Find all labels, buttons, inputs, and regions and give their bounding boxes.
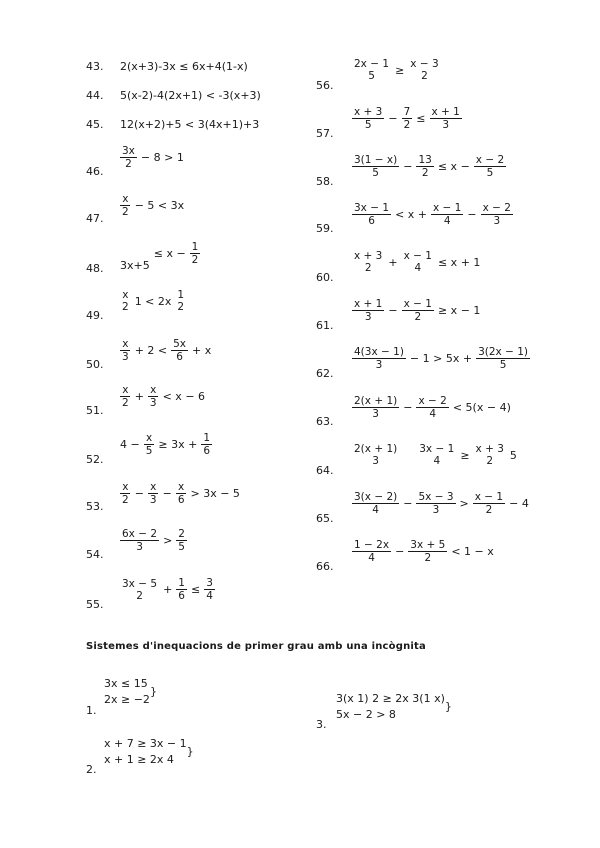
fraction: $\frac{x}{2}$ (122, 193, 129, 219)
exercise-number: 46. (86, 165, 104, 178)
fraction: $\frac{x}{6}$ (177, 481, 185, 507)
system-number: 3. (316, 718, 327, 731)
exercise-number: 62. (316, 367, 334, 380)
exercise-number: 61. (316, 319, 334, 332)
fraction: $\frac{x}{5}$ (145, 432, 153, 458)
exercise-49: x 2 1 < 2x 1 2 (122, 289, 185, 314)
fraction: 3x − 5 2 (122, 577, 158, 602)
fraction: $\frac{3(2x - 1)}{5}$ (478, 346, 528, 372)
fraction: $\frac{3x - 1}{6}$ (354, 202, 390, 228)
fraction: $\frac{x + 1}{3}$ (431, 106, 460, 132)
fraction: $\frac{3(x - 2)}{4}$ (354, 491, 398, 517)
fraction: $\frac{x - 1}{2}$ (474, 491, 504, 517)
exercise-number: 52. (86, 453, 104, 466)
exercise-46: $\frac{3x}{2}$ − 8 > 1 (122, 145, 184, 171)
fraction: $\frac{x}{3}$ (149, 481, 157, 507)
system-number: 1. (86, 704, 97, 717)
exercise-number: 53. (86, 500, 104, 513)
fraction: $\frac{5x - 3}{3}$ (418, 491, 454, 517)
fraction: x + 3 2 (475, 443, 504, 468)
exercise-61: $\frac{x + 1}{3}$ − $\frac{x - 1}{2}$ ≥ x − 1 (354, 298, 481, 324)
exercise-51: $\frac{x}{2}$ + $\frac{x}{3}$ < x − 6 (122, 384, 206, 410)
fraction: $\frac{2(x + 1)}{3}$ (354, 395, 398, 421)
exercise-43: 2(x+3)-3x ≤ 6x+4(1-x) (120, 60, 248, 73)
exercise-54: $\frac{6x - 2}{3}$ > $\frac{2}{5}$ (122, 528, 185, 554)
exercise-44: 5(x-2)-4(2x+1) < -3(x+3) (120, 89, 261, 102)
exercise-59: $\frac{3x - 1}{6}$ < x + $\frac{x - 1}{4}$ − $\frac{x - 2}{3}$ (354, 202, 511, 228)
fraction: $\frac{1}{2}$ (191, 241, 199, 267)
system-3: 3(x 1) 2 ≥ 2x 3(1 x) 5x − 2 > 8 } (336, 692, 452, 721)
fraction: x − 1 4 (403, 250, 432, 275)
fraction: $\frac{x}{2}$ (122, 384, 129, 410)
exercise-number: 58. (316, 175, 334, 188)
system-number: 2. (86, 763, 97, 776)
exercise-number: 54. (86, 548, 104, 561)
exercise-number: 51. (86, 404, 104, 417)
exercise-47: $\frac{x}{2}$ − 5 < 3x (122, 193, 185, 219)
exercise-number: 50. (86, 358, 104, 371)
fraction: $\frac{1 - 2x}{4}$ (354, 539, 390, 565)
fraction: $\frac{x - 1}{4}$ (433, 202, 462, 228)
exercise-number: 66. (316, 560, 334, 573)
exercise-63: $\frac{2(x + 1)}{3}$ − $\frac{x - 2}{4}$ < 5(x − 4) (354, 395, 511, 421)
fraction: $\frac{3(1 - x)}{5}$ (354, 154, 398, 180)
fraction: x + 3 2 (354, 250, 383, 275)
exercise-64: 2(x + 1) 3 3x − 1 4 ≥ x + 3 2 5 (354, 443, 517, 468)
exercise-number: 65. (316, 512, 334, 525)
fraction: $\frac{x}{2}$ (122, 481, 129, 507)
section-heading: Sistemes d'inequacions de primer grau amb una incògnita (86, 641, 426, 652)
fraction: x − 3 2 (410, 58, 439, 83)
fraction: $\frac{4(3x - 1)}{3}$ (354, 346, 404, 372)
fraction: 1 2 (177, 289, 185, 314)
fraction: 2x − 1 5 (354, 58, 390, 83)
exercise-57: $\frac{x + 3}{5}$ − $\frac{7}{2}$ ≤ $\frac{x + 1}{3}$ (354, 106, 460, 132)
exercise-60: x + 3 2 + x − 1 4 ≤ x + 1 (354, 250, 481, 275)
system-1: 3x ≤ 15 2x ≥ −2 } (104, 677, 157, 706)
fraction: 3x − 1 4 (419, 443, 455, 468)
exercise-52: 4 − $\frac{x}{5}$ ≥ 3x + $\frac{1}{6}$ (120, 432, 211, 458)
fraction: $\frac{x - 2}{5}$ (475, 154, 505, 180)
fraction: $\frac{x}{3}$ (149, 384, 157, 410)
fraction: $\frac{3}{4}$ (206, 577, 213, 603)
fraction: $\frac{2}{5}$ (178, 528, 185, 554)
exercise-48: 3x+5≤ x − $\frac{1}{2}$ (120, 241, 199, 273)
fraction: $\frac{3x + 5}{2}$ (410, 539, 446, 565)
exercise-65: $\frac{3(x - 2)}{4}$ − $\frac{5x - 3}{3}$ > $\frac{x - 1}{2}$ − 4 (354, 491, 529, 517)
exercise-number: 48. (86, 262, 104, 275)
exercise-53: $\frac{x}{2}$ − $\frac{x}{3}$ − $\frac{x}{6}$ > 3x − 5 (122, 481, 240, 507)
fraction: $\frac{13}{2}$ (418, 154, 432, 180)
exercise-number: 64. (316, 464, 334, 477)
exercise-number: 44. (86, 89, 104, 102)
fraction: $\frac{x - 1}{2}$ (403, 298, 432, 324)
fraction: $\frac{6x - 2}{3}$ (122, 528, 158, 554)
fraction: $\frac{5x}{6}$ (173, 338, 187, 364)
fraction: $\frac{1}{6}$ (178, 577, 185, 603)
exercise-62: $\frac{4(3x - 1)}{3}$ − 1 > 5x + $\frac{3(2x - 1)}{5}$ (354, 346, 528, 372)
exercise-number: 56. (316, 79, 334, 92)
fraction: $\frac{7}{2}$ (403, 106, 411, 132)
fraction: $\frac{x - 2}{3}$ (482, 202, 511, 228)
system-2: x + 7 ≥ 3x − 1 x + 1 ≥ 2x 4 } (104, 737, 194, 766)
exercise-number: 47. (86, 212, 104, 225)
exercise-number: 55. (86, 598, 104, 611)
exercise-number: 43. (86, 60, 104, 73)
fraction: $\frac{3x}{2}$ (122, 145, 135, 171)
fraction: $\frac{x - 2}{4}$ (418, 395, 447, 421)
exercise-number: 57. (316, 127, 334, 140)
exercise-55: 3x − 5 2 + $\frac{1}{6}$ ≤ $\frac{3}{4}$ (122, 577, 213, 603)
exercise-45: 12(x+2)+5 < 3(4x+1)+3 (120, 118, 260, 131)
exercise-number: 45. (86, 118, 104, 131)
fraction: $\frac{x + 1}{3}$ (354, 298, 383, 324)
exercise-number: 63. (316, 415, 334, 428)
exercise-number: 60. (316, 271, 334, 284)
fraction: 2(x + 1) 3 (354, 443, 398, 468)
exercise-number: 59. (316, 222, 334, 235)
fraction: $\frac{x + 3}{5}$ (354, 106, 383, 132)
exercise-66: $\frac{1 - 2x}{4}$ − $\frac{3x + 5}{2}$ < 1 − x (354, 539, 494, 565)
exercise-number: 49. (86, 309, 104, 322)
exercise-50: $\frac{x}{3}$ + 2 < $\frac{5x}{6}$ + x (122, 338, 212, 364)
fraction: $\frac{1}{6}$ (203, 432, 211, 458)
fraction: x 2 (122, 289, 129, 314)
fraction: $\frac{x}{3}$ (122, 338, 129, 364)
exercise-58: $\frac{3(1 - x)}{5}$ − $\frac{13}{2}$ ≤ x − $\frac{x - 2}{5}$ (354, 154, 505, 180)
exercise-56: 2x − 1 5 ≥ x − 3 2 (354, 58, 439, 83)
